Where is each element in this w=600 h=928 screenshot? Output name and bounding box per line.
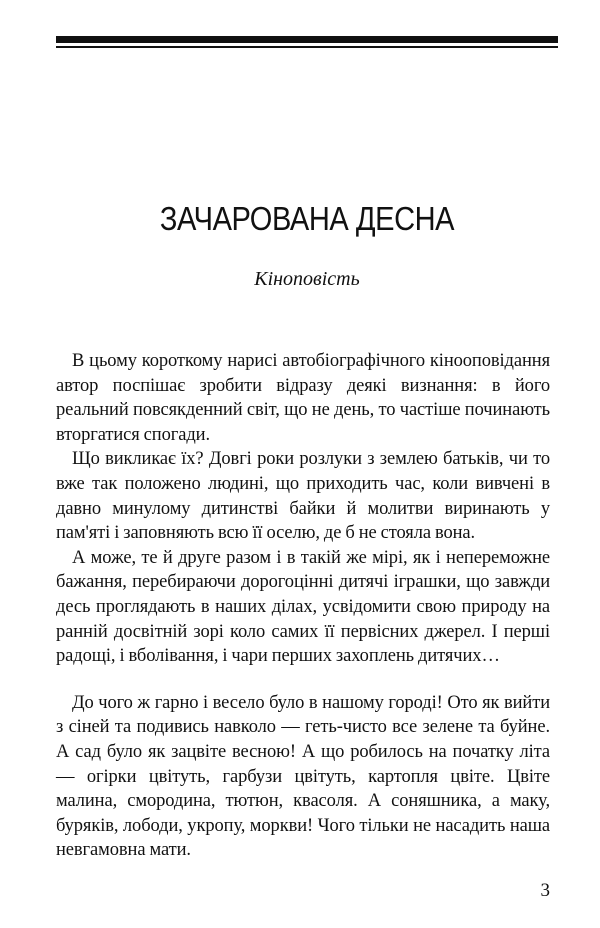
paragraph-3: А може, те й друге разом і в такій же мірі, як і непереможне бажання, перебираючи дорогоцінні дитячі іграшки, що завжди десь проглядають в наших ділах, усвідомити свою природу на ранній досвітній зорі коло самих її первісних джерел. І перші радощі, і вболівання, і чари перших захоплень дитячих… — [56, 547, 550, 667]
page-number: 3 — [540, 880, 550, 901]
paragraph-2: Що викликає їх? Довгі роки розлуки з землею батьків, чи то вже так положено людині, що приходить час, коли вивчені в давно минулому дитинстві байки й молитви виринають у пам'яті і заповняють всю її оселю, де б не стояла вона. — [56, 449, 550, 544]
section-gap — [56, 669, 550, 691]
chapter-subtitle: Кіноповість — [254, 268, 360, 290]
chapter-title: ЗАЧАРОВАНА ДЕСНА — [159, 200, 455, 237]
top-rule-thick — [56, 36, 558, 43]
paragraph-1: В цьому короткому нарисі автобіографічного кінооповідання автор поспішає зробити відразу деякі визнання: в його реальний повсякденний світ, що не день, то частіше починають вторгатися спогади. — [56, 351, 550, 445]
body-text — [56, 349, 550, 863]
paragraph-4: До чого ж гарно і весело було в нашому городі! Ото як вийти з сіней та подивись навколо — геть-чисто все зелене та буйне. А сад було як зацвіте весною! А що робилось на початку літа — огірки цвітуть, гарбузи цвітуть, картопля цвіте. Цвіте малина, смородина, тютюн, квасоля. А соняшника, а маку, буряків, лободи, укропу, моркви! Чого тільки не насадить наша невгамовна мати. — [56, 692, 550, 861]
top-rule-thin — [56, 46, 558, 48]
